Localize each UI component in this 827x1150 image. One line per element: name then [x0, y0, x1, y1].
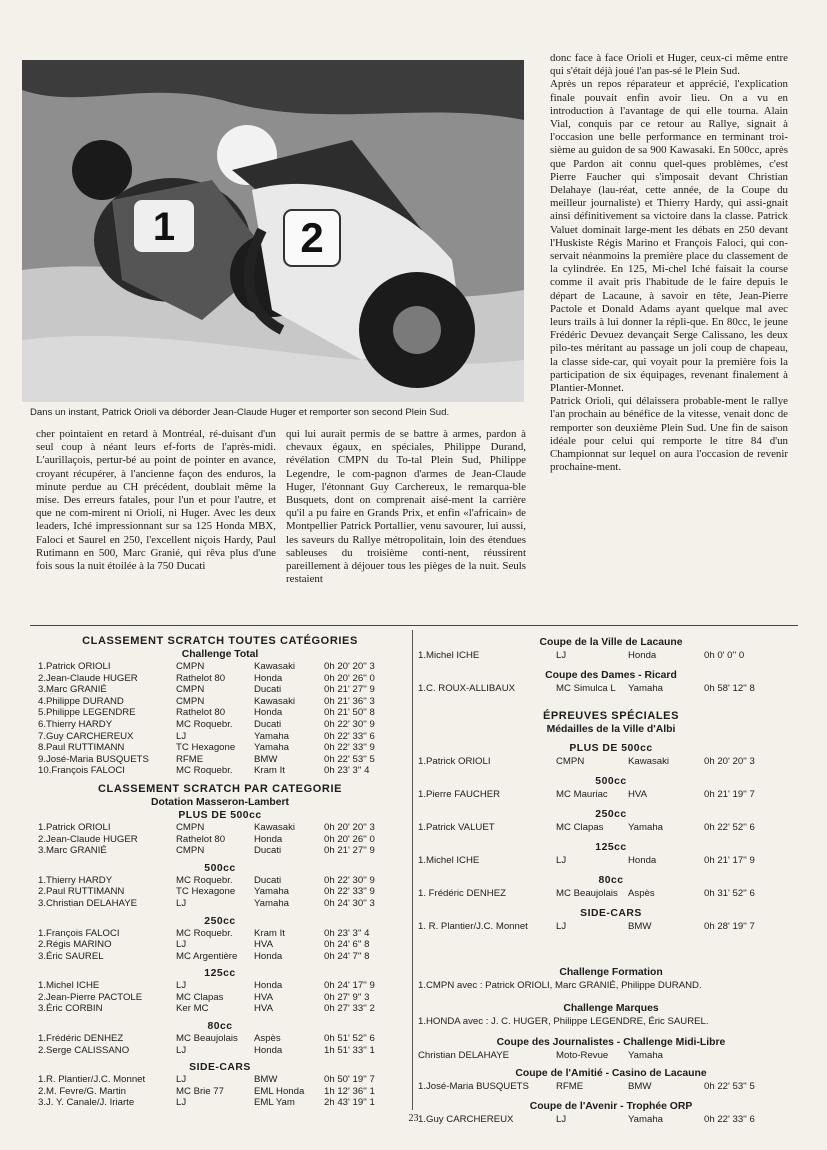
make-name: Kram It: [254, 765, 285, 777]
club-name: RFME: [556, 1081, 584, 1092]
divider: [30, 625, 798, 626]
rider-name: 3.Christian DELAHAYE: [38, 897, 137, 909]
time-value: 0h 21' 27'' 9: [324, 684, 375, 696]
club-name: RFME: [176, 753, 204, 765]
club-name: LJ: [556, 650, 567, 661]
club-name: CMPN: [176, 661, 205, 672]
make-name: Yamaha: [628, 683, 664, 694]
make-name: HVA: [254, 1003, 274, 1015]
race-photo: [22, 60, 524, 402]
club-name: TC Hexagone: [176, 742, 236, 754]
make-name: BMW: [628, 921, 652, 932]
rider-name: 1.Guy CARCHEREUX: [418, 1114, 514, 1125]
category-heading: 500cc: [595, 776, 627, 787]
rider-name: 2.Serge CALISSANO: [38, 1044, 130, 1056]
club-name: LJ: [556, 1114, 567, 1125]
category-heading: 80cc: [598, 875, 624, 886]
rider-name: 1. Frédéric DENHEZ: [418, 888, 506, 899]
time-value: 0h 58' 12'' 8: [704, 683, 755, 694]
rider-name: 2.Jean-Claude HUGER: [38, 672, 138, 684]
category-heading: PLUS DE 500cc: [569, 743, 653, 754]
make-name: Aspès: [628, 888, 655, 899]
rider-name: 7.Guy CARCHEREUX: [38, 730, 134, 742]
result-row: [32, 939, 408, 951]
time-value: 0h 23' 3'' 4: [324, 765, 370, 777]
time-value: 2h 43' 19'' 1: [324, 1097, 375, 1109]
article-column-1: [36, 428, 276, 573]
rider-name: 1.Pierre FAUCHER: [418, 789, 501, 800]
article-paragraph: Après un repos réparateur et apprécié, l'explication finale pouvait enfin avoir lieu. On a vu en introduction à l'avantage de qui elle tourna. Alain Vial, conquis par ce retour au Rallye, signait à l'occasion une belle performance en terminant troi-sième au guidon de sa 900 Kawasaki. En 500cc, après que Pardon ait connu quel-ques problèmes, c'est Pierre Faucher qui s'imposait devant Christian Delahaye (lau-réat, cette année, de la Coupe du meilleur journaliste) et Thierry Hardy, qui assi-gnait ainsi définitivement sa victoire dans la classe. Patrick Valuet dominait large-ment les débats en 250 devant l'Huskiste Régis Marino et François Faloci, qui con-servait néanmoins la première place du classement de la cylindrée. En 125, Mi-chel Iché faisait la course comme il avait pris l'habitude de le faire depuis le départ de Lacaune, à savoir en tête, Jean-Pierre Pactole et Donald Adams ayant quelque mal avec leurs trails à lui donner la répli-que. En 80cc, le jeune Frédéric Devuez devançait Serge Calissano, les deux pilo-tes méritant au passage un joli coup de chapeau, la classe side-car, qui voyait pour la première fois la participation de six équipages, revenant finalement à Plantier-Monnet.: [550, 78, 788, 395]
make-name: Honda: [628, 650, 657, 661]
result-row: [32, 980, 408, 992]
category-heading: SIDE-CARS: [580, 908, 642, 919]
rider-name: Christian DELAHAYE: [418, 1050, 509, 1061]
time-value: 0h 20' 26'' 0: [324, 833, 375, 845]
club-name: MC Roquebr.: [176, 718, 233, 730]
make-name: Yamaha: [628, 1050, 664, 1061]
category-heading: 125cc: [595, 842, 627, 853]
section-title: Coupe des Journalistes - Challenge Midi-Libre: [496, 1037, 726, 1048]
club-name: Ker MC: [176, 1003, 209, 1015]
section-subtitle: Médailles de la Ville d'Albi: [546, 724, 676, 735]
result-row: [32, 1003, 408, 1015]
time-value: 0h 20' 20'' 3: [324, 661, 375, 672]
club-name: Rathelot 80: [176, 707, 226, 719]
result-row: [32, 951, 408, 963]
club-name: LJ: [556, 855, 567, 866]
rider-name: 2.Jean-Claude HUGER: [38, 833, 138, 845]
result-line: 1.HONDA avec : J. C. HUGER, Philippe LEGENDRE, Éric SAUREL.: [418, 1016, 709, 1027]
club-name: TC Hexagone: [176, 886, 236, 898]
article-paragraph: Patrick Orioli, qui délaissera probable-ment le rallye l'an prochain au bénéfice de la vitesse, venait donc de remporter son deuxième Plein Sud. Une fin de saison idéale pour celui qui remporte le titre 84 d'un Championnat sur lequel on aura l'occasion de revenir prochaine-ment.: [550, 395, 788, 474]
result-row: [32, 886, 408, 898]
scratch-table: [32, 661, 408, 777]
club-name: MC Roquebr.: [176, 927, 233, 939]
section-title: Challenge Formation: [559, 967, 663, 978]
make-name: Kawasaki: [254, 821, 296, 833]
time-value: 0h 23' 3'' 4: [324, 927, 370, 939]
page-number: 23: [408, 1113, 419, 1124]
result-row: [418, 1049, 804, 1063]
result-row: [418, 755, 804, 769]
time-value: 0h 21' 17'' 9: [704, 855, 755, 866]
category-heading: 125cc: [204, 968, 236, 980]
section-title: Coupe de l'Avenir - Trophée ORP: [529, 1101, 693, 1112]
make-name: BMW: [254, 753, 278, 765]
time-value: 0h 22' 33'' 9: [324, 742, 375, 754]
rider-name: 1.Patrick ORIOLI: [418, 756, 491, 767]
result-row: [418, 854, 804, 868]
time-value: 1h 51' 33'' 1: [324, 1044, 375, 1056]
club-name: MC Beaujolais: [176, 1033, 238, 1045]
results-right: [418, 636, 804, 1127]
rider-2-number: 2: [300, 214, 324, 261]
make-name: Yamaha: [628, 822, 664, 833]
result-row: [32, 684, 408, 696]
category-heading: 80cc: [207, 1021, 233, 1033]
make-name: Ducati: [254, 874, 282, 886]
make-name: EML Yam: [254, 1097, 295, 1109]
section-title: Coupe des Dames - Ricard: [545, 670, 677, 681]
section-title: CLASSEMENT SCRATCH PAR CATEGORIE: [97, 782, 343, 795]
article-text: cher pointaient en retard à Montréal, ré-duisant d'un seul coup à néant leurs ef-forts de l'après-midi. L'aurillaçois, pertur-bé au point de pointer en avance, croyant récupérer, à l'ancienne façon des enduros, la minute perdue au CH précédent, doublait même la mise. Des erreurs fatales, pour l'un et pour l'autre, et que ne com-mirent ni Orioli, ni Huger. Avec les deux leaders, Iché impressionnant sur sa 125 Honda MBX, Faloci et Saurel en 250, l'excellent niçois Hardy, Paul Rutimann en 500, Marc Granié, qui rêva plus d'une fois sous la nuit étoilée à la 750 Ducati: [36, 428, 276, 573]
rider-name: 2.Jean-Pierre PACTOLE: [38, 991, 143, 1003]
article-column-2: [286, 428, 526, 586]
club-name: Rathelot 80: [176, 672, 226, 684]
rider-name: 2.M. Fevre/G. Martin: [38, 1085, 126, 1097]
make-name: Ducati: [254, 718, 282, 730]
make-name: BMW: [254, 1074, 278, 1086]
make-name: Kawasaki: [254, 661, 296, 672]
club-name: LJ: [176, 939, 187, 951]
result-row: [32, 1045, 408, 1057]
make-name: HVA: [254, 939, 274, 951]
time-value: 0h 28' 19'' 7: [704, 921, 755, 932]
time-value: 0h 0' 0'' 0: [704, 650, 745, 661]
make-name: BMW: [628, 1081, 652, 1092]
make-name: Honda: [254, 672, 283, 684]
result-row: [32, 898, 408, 910]
club-name: CMPN: [176, 821, 205, 833]
make-name: Ducati: [254, 845, 282, 857]
club-name: MC Brie 77: [176, 1085, 224, 1097]
make-name: Yamaha: [254, 886, 290, 898]
make-name: Yamaha: [628, 1114, 664, 1125]
club-name: LJ: [176, 1097, 187, 1109]
make-name: Honda: [254, 980, 283, 992]
rider-name: 1.Michel ICHE: [418, 650, 480, 661]
result-row: [32, 822, 408, 834]
club-name: LJ: [176, 1044, 187, 1056]
section-title: Coupe de la Ville de Lacaune: [539, 637, 683, 648]
rider-name: 2.Paul RUTTIMANN: [38, 886, 125, 898]
rider-name: 1.Patrick VALUET: [418, 822, 495, 833]
time-value: 0h 22' 33'' 6: [324, 730, 375, 742]
time-value: 0h 22' 30'' 9: [324, 718, 375, 730]
club-name: CMPN: [176, 845, 205, 857]
rider-name: 10.François FALOCI: [38, 765, 125, 777]
article-paragraph: donc face à face Orioli et Huger, ceux-ci même entre qui s'était déjà joué l'an pas-sé le Plein Sud.: [550, 52, 788, 78]
time-value: 0h 51' 52'' 6: [324, 1033, 375, 1045]
make-name: Honda: [254, 707, 283, 719]
make-name: Yamaha: [254, 742, 290, 754]
rider-name: 3.Marc GRANIÉ: [38, 845, 107, 857]
rider-name: 1.Patrick ORIOLI: [38, 661, 111, 672]
rider-name: 3.Marc GRANIÉ: [38, 684, 107, 696]
time-value: 0h 20' 20'' 3: [704, 756, 755, 767]
time-value: 0h 20' 26'' 0: [324, 672, 375, 684]
result-row: [32, 845, 408, 857]
rider-name: 1.Thierry HARDY: [38, 874, 113, 886]
rider-name: 4.Philippe DURAND: [38, 695, 124, 707]
make-name: Honda: [254, 833, 283, 845]
result-row: [32, 696, 408, 708]
rider-name: 1.Patrick ORIOLI: [38, 821, 111, 833]
motorcycle-illustration: [22, 60, 524, 402]
make-name: Ducati: [254, 684, 282, 696]
club-name: CMPN: [176, 695, 205, 707]
category-table: [32, 809, 408, 1114]
result-row: [32, 742, 408, 754]
article-text: qui lui aurait permis de se battre à armes, pardon à chevaux égaux, en spéciales, Philippe Durand, révélation CMPN du To-tal Plein Sud, Philippe Legendre, le com-pagnon d'armes de Jean-Claude Huger, l'étonnant Guy Carchereux, le remarqua-ble Busquets, dont on comprenait aisé-ment la carrière qu'il a pu faire en Grands Prix, et enfin «l'africain» de Montpellier Patrick Portallier, venu savourer, lui aussi, les saveurs du Rallye métropolitain, loin des étendues sableuses du troisième conti-nent, réussirent pareillement à déjouer tous les pièges de la nuit. Seuls restaient: [286, 428, 526, 586]
rider-name: 6.Thierry HARDY: [38, 718, 113, 730]
time-value: 0h 21' 19'' 7: [704, 789, 755, 800]
club-name: LJ: [176, 897, 187, 909]
result-row: [32, 719, 408, 731]
make-name: Honda: [628, 855, 657, 866]
result-row: [32, 1033, 408, 1045]
club-name: MC Mauriac: [556, 789, 608, 800]
club-name: LJ: [556, 921, 567, 932]
result-row: [32, 661, 408, 673]
rider-name: 1.R. Plantier/J.C. Monnet: [38, 1074, 146, 1086]
time-value: 0h 22' 53'' 5: [704, 1081, 755, 1092]
rider-name: 2.Régis MARINO: [38, 939, 112, 951]
make-name: EML Honda: [254, 1085, 305, 1097]
category-heading: 500cc: [204, 862, 236, 874]
rider-name: 3.J. Y. Canale/J. Iriarte: [38, 1097, 135, 1109]
result-row: [418, 649, 804, 663]
rider-name: 1. R. Plantier/J.C. Monnet: [418, 921, 528, 932]
time-value: 0h 22' 33'' 9: [324, 886, 375, 898]
result-row: [418, 682, 804, 696]
section-subtitle: Challenge Total: [181, 649, 259, 660]
rider-name: 1.Michel ICHE: [418, 855, 480, 866]
rider-name: 1.François FALOCI: [38, 927, 120, 939]
time-value: 0h 24' 6'' 8: [324, 939, 370, 951]
rider-name: 1.C. ROUX-ALLIBAUX: [418, 683, 516, 694]
time-value: 0h 50' 19'' 7: [324, 1074, 375, 1086]
club-name: MC Simulca L: [556, 683, 616, 694]
category-heading: PLUS DE 500cc: [178, 809, 262, 821]
make-name: Yamaha: [254, 730, 290, 742]
club-name: MC Roquebr.: [176, 874, 233, 886]
time-value: 0h 20' 20'' 3: [324, 821, 375, 833]
club-name: LJ: [176, 730, 187, 742]
section-title: CLASSEMENT SCRATCH TOUTES CATÉGORIES: [82, 635, 358, 647]
time-value: 1h 12' 36'' 1: [324, 1085, 375, 1097]
section-title: Coupe de l'Amitié - Casino de Lacaune: [515, 1068, 707, 1079]
make-name: HVA: [628, 789, 648, 800]
make-name: Aspès: [254, 1033, 281, 1045]
section-title: Challenge Marques: [563, 1003, 659, 1014]
make-name: Yamaha: [254, 897, 290, 909]
time-value: 0h 21' 36'' 3: [324, 695, 375, 707]
speciales-table: [418, 742, 804, 940]
time-value: 0h 21' 50'' 8: [324, 707, 375, 719]
time-value: 0h 31' 52'' 6: [704, 888, 755, 899]
make-name: Kram It: [254, 927, 285, 939]
result-row: [32, 754, 408, 766]
club-name: MC Roquebr.: [176, 765, 233, 777]
rider-1-number: 1: [152, 205, 176, 249]
result-row: [32, 875, 408, 887]
time-value: 0h 24' 7'' 8: [324, 950, 370, 962]
article-column-3: [550, 52, 788, 475]
make-name: Honda: [254, 950, 283, 962]
rider-name: 1.José-Maria BUSQUETS: [418, 1081, 529, 1092]
result-row: [32, 673, 408, 685]
time-value: 0h 24' 17'' 9: [324, 980, 375, 992]
section-title: ÉPREUVES SPÉCIALES: [542, 710, 680, 722]
make-name: Kawasaki: [628, 756, 670, 767]
rider-name: 8.Paul RUTTIMANN: [38, 742, 125, 754]
time-value: 0h 27' 9'' 3: [324, 991, 370, 1003]
time-value: 0h 22' 52'' 6: [704, 822, 755, 833]
category-heading: 250cc: [204, 915, 236, 927]
result-row: [32, 834, 408, 846]
make-name: Kawasaki: [254, 695, 296, 707]
result-row: [418, 821, 804, 835]
result-row: [418, 788, 804, 802]
club-name: MC Clapas: [556, 822, 604, 833]
time-value: 0h 22' 30'' 9: [324, 874, 375, 886]
club-name: LJ: [176, 980, 187, 992]
result-row: [32, 1086, 408, 1098]
club-name: LJ: [176, 1074, 187, 1086]
result-row: [418, 1080, 804, 1094]
results-left: [32, 635, 408, 1114]
time-value: 0h 21' 27'' 9: [324, 845, 375, 857]
rider-name: 1.Frédéric DENHEZ: [38, 1033, 124, 1045]
result-row: [32, 731, 408, 743]
result-row: [32, 928, 408, 940]
section-subtitle: Dotation Masseron-Lambert: [151, 796, 289, 808]
time-value: 0h 22' 33'' 6: [704, 1114, 755, 1125]
make-name: Honda: [254, 1044, 283, 1056]
club-name: MC Beaujolais: [556, 888, 618, 899]
result-row: [32, 765, 408, 777]
category-heading: 250cc: [595, 809, 627, 820]
rider-name: 9.José-Maria BUSQUETS: [38, 753, 149, 765]
rider-name: 3.Éric CORBIN: [38, 1003, 103, 1015]
rider-name: 3.Éric SAUREL: [38, 950, 104, 962]
category-heading: SIDE-CARS: [189, 1062, 251, 1074]
time-value: 0h 22' 53'' 5: [324, 753, 375, 765]
club-name: CMPN: [176, 684, 205, 696]
club-name: CMPN: [556, 756, 585, 767]
result-row: [32, 1097, 408, 1109]
photo-caption: Dans un instant, Patrick Orioli va déborder Jean-Claude Huger et remporter son second Plein Sud.: [30, 407, 450, 418]
result-line: 1.CMPN avec : Patrick ORIOLI, Marc GRANIÉ, Philippe DURAND.: [418, 980, 702, 991]
result-row: [32, 1074, 408, 1086]
divider: [412, 630, 413, 1110]
time-value: 0h 24' 30'' 3: [324, 897, 375, 909]
rider-name: 5.Philippe LEGENDRE: [38, 707, 136, 719]
club-name: MC Argentière: [176, 950, 238, 962]
club-name: Rathelot 80: [176, 833, 226, 845]
rider-name: 1.Michel ICHE: [38, 980, 100, 992]
result-row: [418, 887, 804, 901]
result-row: [418, 920, 804, 934]
result-row: [32, 707, 408, 719]
result-row: [32, 992, 408, 1004]
club-name: Moto-Revue: [556, 1050, 609, 1061]
club-name: MC Clapas: [176, 991, 224, 1003]
make-name: HVA: [254, 991, 274, 1003]
time-value: 0h 27' 33'' 2: [324, 1003, 375, 1015]
